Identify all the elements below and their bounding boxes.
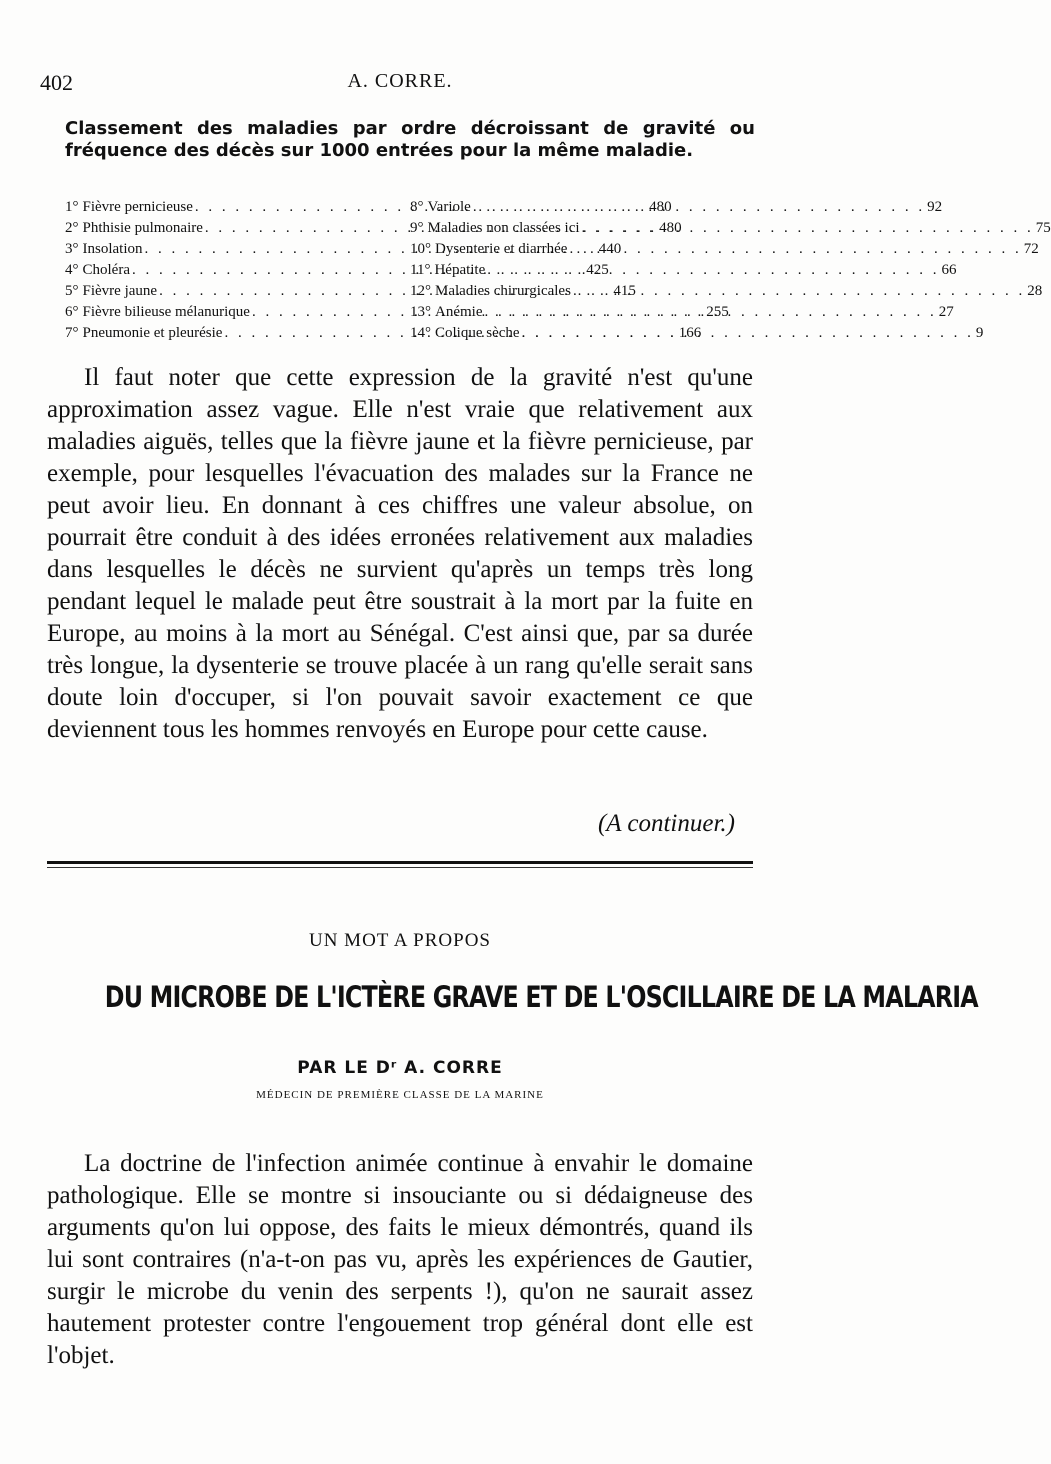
rank-number: 12° xyxy=(410,283,431,299)
death-rate: 480 xyxy=(659,220,682,236)
death-rate: 425 xyxy=(586,262,609,278)
rank-number: 10° xyxy=(410,241,431,257)
rank-number: 13° xyxy=(410,304,431,320)
disease-name: Fièvre pernicieuse xyxy=(82,199,193,215)
death-rate: 255 xyxy=(706,304,729,320)
dot-leader xyxy=(580,218,1036,239)
disease-name: Maladies non classées ici xyxy=(427,220,580,236)
death-rate: 440 xyxy=(598,241,622,257)
dot-leader xyxy=(482,302,938,323)
disease-name: Maladies chirurgicales xyxy=(435,283,571,299)
ranking-column-right xyxy=(410,197,1051,344)
disease-name: Variole xyxy=(427,199,471,215)
death-rate: 28 xyxy=(1027,283,1043,299)
table-title: Classement des maladies par ordre décroissant de gravité ou fréquence des décès sur 1000 entrées pour la même maladie. xyxy=(65,118,755,161)
body-paragraph: La doctrine de l'infection animée continue à envahir le domaine pathologique. Elle se montre si insouciante ou si dédaigneuse des arguments qu'on lui oppose, des faits le mieux démontrés, quand ils lui sont contraires (n'a-t-on pas vu, après les expériences de Gautier, surgir le microbe du venin des serpents !), qu'on ne saurait assez hautement protester contre l'engouement trop général dont elle est l'objet. xyxy=(47,1150,753,1369)
disease-name: Fièvre jaune xyxy=(82,283,158,299)
section-divider xyxy=(47,861,753,864)
dot-leader xyxy=(485,260,941,281)
table-row xyxy=(410,323,984,344)
page-header xyxy=(40,70,760,100)
rank-number: 3° xyxy=(65,241,79,257)
disease-name: Anémie xyxy=(435,304,483,320)
rank-number: 5° xyxy=(65,283,79,299)
dot-leader xyxy=(471,197,927,218)
death-rate: 415 xyxy=(613,283,636,299)
rank-number: 14° xyxy=(410,325,431,341)
disease-name: Fièvre bilieuse mélanurique xyxy=(82,304,250,320)
rank-number: 2° xyxy=(65,220,79,236)
death-rate: 480 xyxy=(649,199,672,215)
page-number: 402 xyxy=(40,70,73,95)
rank-number: 1° xyxy=(65,199,79,215)
disease-name: Pneumonie et pleurésie xyxy=(82,325,223,341)
disease-name: Colique sèche xyxy=(435,325,520,341)
rank-number: 6° xyxy=(65,304,79,320)
continuation-note: (A continuer.) xyxy=(597,810,735,837)
table-row xyxy=(410,281,1043,302)
dot-leader xyxy=(571,281,1027,302)
running-head: A. CORRE. xyxy=(347,70,453,92)
death-rate: 75 xyxy=(1035,220,1051,236)
disease-name: Phthisie pulmonaire xyxy=(82,220,203,236)
death-rate: 92 xyxy=(927,199,943,215)
table-row xyxy=(410,239,1039,260)
article-kicker: UN MOT A PROPOS xyxy=(308,930,491,951)
table-row xyxy=(410,197,943,218)
rank-number: 8° xyxy=(410,199,424,215)
table-row xyxy=(410,218,1051,239)
section-divider-thin xyxy=(47,867,753,868)
disease-name: Hépatite xyxy=(434,262,486,278)
rank-number: 11° xyxy=(410,262,431,278)
disease-name: Insolation xyxy=(82,241,143,257)
dot-leader xyxy=(520,323,976,344)
death-rate: 166 xyxy=(678,325,702,341)
rank-number: 4° xyxy=(65,262,79,278)
article-title: DU MICROBE DE L'ICTÈRE GRAVE ET DE L'OSCILLAIRE DE LA MALARIA xyxy=(104,980,978,1014)
body-paragraph: Il faut noter que cette expression de la gravité n'est qu'une approximation assez vague. Elle n'est vraie que relativement aux maladies aiguës, telles que la fièvre jaune et la fièvre pernicieuse, par exemple, pour lesquelles l'évacuation des malades sur la France ne peut avoir lieu. En donnant à ces chiffres une valeur absolue, on pourrait être conduit à des idées erronées relativement aux maladies dans lesquelles le décès ne survient qu'après un temps très long pendant lequel le malade peut être soustrait à la mort par la fuite en Europe, au moins à la mort au Sénégal. C'est ainsi que, par sa durée très longue, la dysenterie se trouve placée à un rang qu'elle serait sans doute loin d'occuper, si l'on pouvait savoir exactement ce que deviennent tous les hommes renvoyés en Europe pour cette cause. xyxy=(47,364,753,743)
death-rate: 9 xyxy=(975,325,984,341)
death-rate: 27 xyxy=(938,304,954,320)
dot-leader xyxy=(567,239,1023,260)
death-rate: 66 xyxy=(941,262,957,278)
disease-name: Dysenterie et diarrhée xyxy=(435,241,568,257)
author-affiliation: MÉDECIN DE PREMIÈRE CLASSE DE LA MARINE xyxy=(256,1089,544,1101)
rank-number: 7° xyxy=(65,325,79,341)
death-rate: 72 xyxy=(1023,241,1039,257)
rank-number: 9° xyxy=(410,220,424,236)
disease-name: Choléra xyxy=(82,262,130,278)
article-byline: PAR LE Dʳ A. CORRE xyxy=(297,1058,503,1078)
table-row xyxy=(410,302,954,323)
table-row xyxy=(410,260,957,281)
